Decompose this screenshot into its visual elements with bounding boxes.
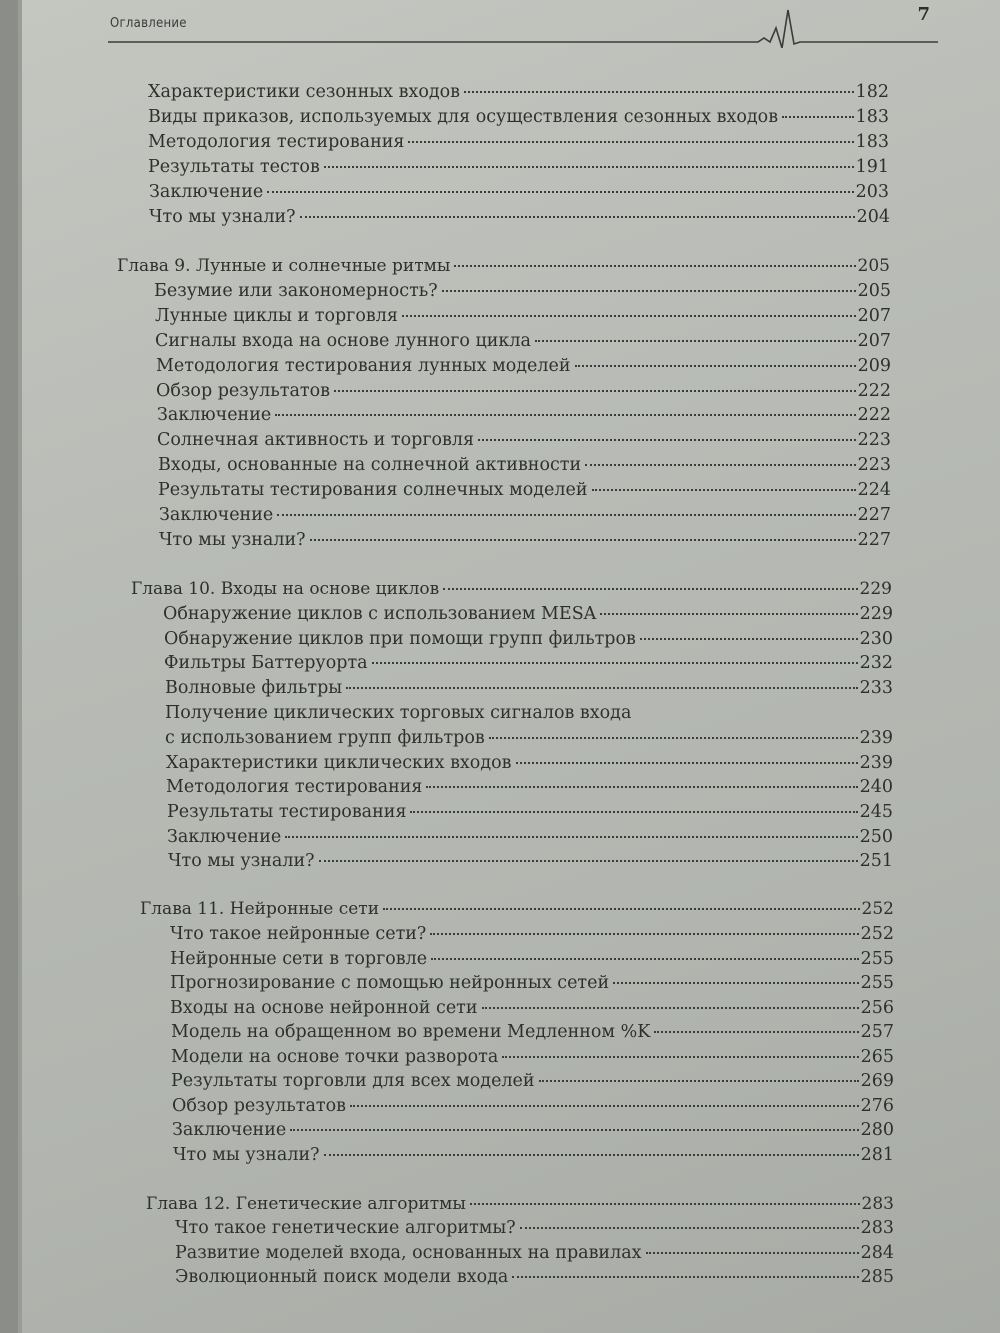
dot-leader xyxy=(454,265,855,267)
toc-entry-title: Обзор результатов xyxy=(172,1096,346,1116)
toc-entry-page: 182 xyxy=(855,82,889,102)
dot-leader xyxy=(575,365,856,367)
toc-entry-title: Результаты тестирования солнечных моделей xyxy=(158,480,588,500)
toc-entry-page: 283 xyxy=(860,1218,894,1238)
toc-entry xyxy=(171,1021,894,1043)
toc-entry-title: Заключение xyxy=(172,1120,287,1140)
toc-entry xyxy=(175,1242,894,1264)
dot-leader xyxy=(290,1129,858,1131)
toc-entry-title: Характеристики сезонных входов xyxy=(148,82,461,102)
toc-entry xyxy=(175,1266,894,1288)
toc-entry-title: Прогнозирование с помощью нейронных сетей xyxy=(170,973,610,993)
toc-entry xyxy=(175,1217,894,1239)
toc-entry xyxy=(165,702,893,724)
dot-leader xyxy=(592,489,856,491)
toc-entry-page: 205 xyxy=(857,256,890,276)
toc-entry-page: 252 xyxy=(860,924,894,944)
toc-entry-page: 280 xyxy=(860,1120,894,1140)
toc-entry xyxy=(167,826,893,848)
toc-entry xyxy=(173,1144,894,1166)
toc-entry-page: 229 xyxy=(859,579,892,599)
toc-entry-title: Входы на основе нейронной сети xyxy=(170,998,478,1018)
book-page xyxy=(18,0,1000,1333)
toc-entry-title: Результаты тестов xyxy=(148,157,320,177)
toc-entry-title: Сигналы входа на основе лунного цикла xyxy=(155,331,531,351)
toc-entry xyxy=(165,677,893,699)
toc-entry xyxy=(172,1119,894,1141)
toc-entry xyxy=(159,504,891,526)
toc-entry-page: 250 xyxy=(859,827,893,847)
toc-entry-page: 223 xyxy=(857,455,891,475)
dot-leader xyxy=(782,116,854,118)
toc-entry xyxy=(165,727,893,749)
toc-entry-page: 227 xyxy=(857,505,891,525)
toc-entry-title: Входы, основанные на солнечной активности xyxy=(158,455,582,475)
toc-entry xyxy=(163,603,893,625)
toc-chapter-entry xyxy=(140,898,894,920)
toc-chapter-entry xyxy=(131,578,892,600)
toc-entry-title: Что мы узнали? xyxy=(159,530,306,550)
toc-entry-title: Глава 11. Нейронные сети xyxy=(140,899,380,919)
toc-entry-page: 232 xyxy=(859,653,893,673)
toc-entry-title: Солнечная активность и торговля xyxy=(157,430,475,450)
toc-entry-title: Методология тестирования xyxy=(166,777,423,797)
toc-entry-title: Методология тестирования xyxy=(148,132,405,152)
toc-entry-page: 276 xyxy=(860,1096,894,1116)
toc-entry xyxy=(156,380,891,402)
toc-entry-page: 191 xyxy=(855,157,889,177)
toc-entry-page: 224 xyxy=(857,480,891,500)
toc-entry-title: Глава 10. Входы на основе циклов xyxy=(131,579,440,599)
toc-entry-title: с использованием групп фильтров xyxy=(165,728,485,748)
toc-entry-title: Нейронные сети в торговле xyxy=(170,949,428,969)
toc-entry-page: 257 xyxy=(860,1022,894,1042)
toc-entry xyxy=(170,997,894,1019)
toc-entry-title: Эволюционный поиск модели входа xyxy=(175,1267,509,1287)
toc-entry xyxy=(159,529,891,551)
toc-entry-title: Заключение xyxy=(157,405,272,425)
dot-leader xyxy=(285,836,857,838)
running-title: Оглавление xyxy=(110,16,187,31)
toc-entry-title: Результаты торговли для всех моделей xyxy=(171,1071,535,1091)
page-header xyxy=(108,4,938,48)
dot-leader xyxy=(502,1056,858,1058)
dot-leader xyxy=(267,191,853,193)
dot-leader xyxy=(613,982,858,984)
toc-entry-page: 252 xyxy=(861,899,894,919)
toc-entry xyxy=(148,81,889,103)
toc-entry-page: 239 xyxy=(859,728,893,748)
dot-leader xyxy=(482,1007,859,1009)
toc-entry-title: Обнаружение циклов при помощи групп фильтров xyxy=(164,629,636,649)
toc-entry-page: 183 xyxy=(855,107,889,127)
toc-entry xyxy=(148,106,889,128)
toc-chapter-entry xyxy=(146,1193,894,1215)
dot-leader xyxy=(310,539,856,541)
toc-entry-page: 284 xyxy=(860,1243,894,1263)
dot-leader xyxy=(372,662,858,664)
toc-entry-title: Виды приказов, используемых для осуществления сезонных входов xyxy=(148,107,779,127)
toc-entry-title: Что мы узнали? xyxy=(173,1145,320,1165)
toc-entry xyxy=(170,948,894,970)
dot-leader xyxy=(478,439,856,441)
toc-entry xyxy=(171,1070,894,1092)
toc-entry-page: 183 xyxy=(855,132,889,152)
toc-entry xyxy=(149,181,889,203)
toc-entry xyxy=(170,972,894,994)
toc-entry-title: Что такое генетические алгоритмы? xyxy=(175,1218,516,1238)
dot-leader xyxy=(489,737,858,739)
toc-chapter-entry xyxy=(117,255,890,277)
dot-leader xyxy=(334,390,856,392)
toc-entry-page: 229 xyxy=(859,604,893,624)
dot-leader xyxy=(512,1276,858,1278)
dot-leader xyxy=(383,908,860,910)
toc-entry xyxy=(158,454,891,476)
dot-leader xyxy=(430,933,858,935)
toc-entry-page: 281 xyxy=(860,1145,894,1165)
toc-entry-page: 255 xyxy=(860,973,894,993)
dot-leader xyxy=(516,762,858,764)
toc-entry-page: 245 xyxy=(859,802,893,822)
dot-leader xyxy=(300,216,855,218)
toc-entry xyxy=(168,850,893,872)
toc-entry-page: 283 xyxy=(861,1194,894,1214)
toc-entry-page: 209 xyxy=(857,356,891,376)
dot-leader xyxy=(402,315,856,317)
dot-leader xyxy=(324,1154,859,1156)
toc-entry-page: 204 xyxy=(856,207,890,227)
toc-entry xyxy=(148,131,889,153)
toc-entry xyxy=(155,305,891,327)
toc-entry-page: 256 xyxy=(860,998,894,1018)
toc-entry-title: Модели на основе точки разворота xyxy=(171,1047,499,1067)
toc-entry-title: Безумие или закономерность? xyxy=(154,281,438,301)
toc-entry xyxy=(166,752,893,774)
page-edge xyxy=(18,0,22,1333)
toc-entry-page: 255 xyxy=(860,949,894,969)
toc-entry-title: Обзор результатов xyxy=(156,381,330,401)
toc-entry-title: Что такое нейронные сети? xyxy=(170,924,427,944)
toc-entry-title: Что мы узнали? xyxy=(149,207,296,227)
toc-entry-title: Глава 12. Генетические алгоритмы xyxy=(146,1194,466,1214)
toc-entry-title: Что мы узнали? xyxy=(168,851,315,871)
toc-entry-page: 230 xyxy=(859,629,893,649)
toc-entry-title: Фильтры Баттеруорта xyxy=(164,653,368,673)
toc-entry-page: 233 xyxy=(859,678,893,698)
heartbeat-rule-icon xyxy=(108,8,938,48)
dot-leader xyxy=(324,166,854,168)
toc-entry-page: 205 xyxy=(857,281,891,301)
dot-leader xyxy=(277,514,855,516)
dot-leader xyxy=(464,91,854,93)
dot-leader xyxy=(585,464,855,466)
toc-entry-page: 222 xyxy=(857,405,891,425)
toc-entry-title: Заключение xyxy=(159,505,274,525)
toc-entry xyxy=(170,923,894,945)
toc-entry xyxy=(166,776,893,798)
toc-entry xyxy=(164,652,893,674)
toc-entry-page: 251 xyxy=(859,851,893,871)
toc-entry xyxy=(158,479,891,501)
toc-entry-title: Лунные циклы и торговля xyxy=(155,306,398,326)
toc-entry-page: 223 xyxy=(857,430,891,450)
toc-entry xyxy=(172,1095,894,1117)
toc-entry-title: Заключение xyxy=(149,182,264,202)
toc-entry-page: 227 xyxy=(857,530,891,550)
toc-entry-title: Методология тестирования лунных моделей xyxy=(156,356,571,376)
toc-entry-page: 222 xyxy=(857,381,891,401)
toc-entry-title: Характеристики циклических входов xyxy=(166,753,512,773)
toc-entry-page: 269 xyxy=(860,1071,894,1091)
toc-entry-page: 240 xyxy=(859,777,893,797)
toc-entry-page: 207 xyxy=(857,331,891,351)
toc-entry-page: 265 xyxy=(860,1047,894,1067)
dot-leader xyxy=(426,786,857,788)
toc-entry xyxy=(156,355,891,377)
toc-entry-page: 207 xyxy=(857,306,891,326)
dot-leader xyxy=(539,1080,859,1082)
toc-entry-title: Заключение xyxy=(167,827,282,847)
dot-leader xyxy=(350,1105,859,1107)
dot-leader xyxy=(443,588,857,590)
toc-entry-page: 203 xyxy=(855,182,889,202)
toc-entry xyxy=(149,206,890,228)
toc-entry xyxy=(171,1046,894,1068)
toc-entry-title: Модель на обращенном во времени Медленном %K xyxy=(171,1022,651,1042)
toc-entry-title: Обнаружение циклов с использованием MESA xyxy=(163,604,597,624)
dot-leader xyxy=(470,1203,860,1205)
toc-entry xyxy=(164,628,893,650)
dot-leader xyxy=(431,958,858,960)
toc-entry-title: Результаты тестирования xyxy=(167,802,407,822)
toc-entry-title: Волновые фильтры xyxy=(165,678,343,698)
dot-leader xyxy=(600,613,857,615)
toc-entry xyxy=(157,429,891,451)
dot-leader xyxy=(408,141,853,143)
toc-entry-title: Получение циклических торговых сигналов входа xyxy=(165,703,632,723)
toc-entry-title: Глава 9. Лунные и солнечные ритмы xyxy=(117,256,451,276)
toc-entry xyxy=(154,280,891,302)
toc-entry xyxy=(167,801,893,823)
dot-leader xyxy=(275,414,855,416)
dot-leader xyxy=(319,860,858,862)
dot-leader xyxy=(410,811,857,813)
dot-leader xyxy=(520,1227,859,1229)
dot-leader xyxy=(654,1031,858,1033)
dot-leader xyxy=(535,340,856,342)
toc-entry-page: 239 xyxy=(859,753,893,773)
dot-leader xyxy=(346,687,857,689)
dot-leader xyxy=(442,290,856,292)
dot-leader xyxy=(640,638,858,640)
toc-entry xyxy=(148,156,889,178)
toc-entry xyxy=(157,404,891,426)
toc-entry xyxy=(155,330,891,352)
toc-entry-page: 285 xyxy=(860,1267,894,1287)
page-number: 7 xyxy=(917,4,930,25)
toc-entry-title: Развитие моделей входа, основанных на правилах xyxy=(175,1243,642,1263)
dot-leader xyxy=(646,1252,859,1254)
